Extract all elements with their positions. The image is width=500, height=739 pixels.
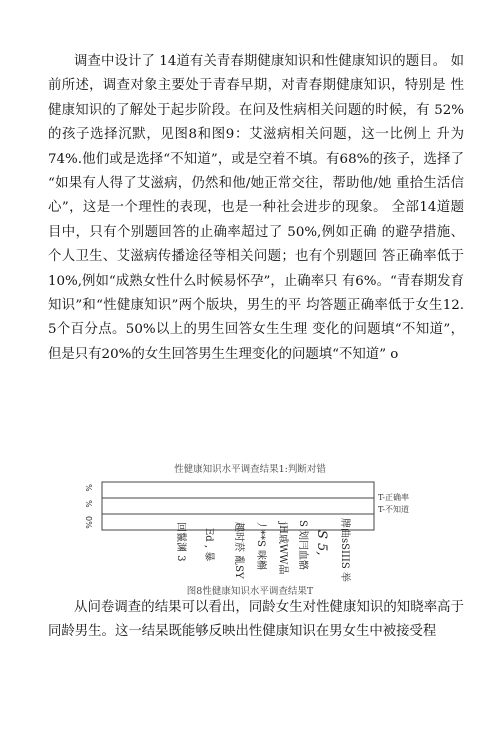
y-tick-label: % [84,500,93,508]
x-category-label: Ed , 暴 [203,528,214,562]
x-category-label: 回鬣渊 3 [175,522,186,562]
body-paragraph-1: 调查中设计了 14道有关青春期健康知识和性健康知识的题目。 如前所述，调查对象主要处于青春早期，对青春期健康知识，特别是 性健康知识的了解处于起步阶段。在问及性病相关问题的时候，有 52%的孩子选择沉默，见图8和图9：艾滋病相关问题，这一比例上 升为74%.他们或是选择“不知道”，或是空着不填。有68%的孩子，选择了 “如果有人得了艾滋病，仍然和他/她正常交往，帮助他/她 重拾生活信心”，这是一个理性的表现，也是一种社会进步的现象。 全部14道题目中，只有个别题回答的止确率超过了 50%,例如正确 的避孕措施、个人卫生、艾滋病传播途径等相关问题；也有个别题回 答正确率低于10%,例如“成熟女性什么时候易怀孕”，止确率只 有6%。“青春期发育知识”和“性健康知识”两个版块，男生的平 均答题正确率低于女生12. 5个百分点。50%以上的男生回答女生生理 变化的问题填“不知道”，但是只有20%的女生回答男生生理变化的问题填“不知道” o [48,54,464,362]
y-tick-label: 0% [84,516,93,529]
chart-title: 性健康知识水平调查结果1:判断对错 [174,464,326,475]
x-category-label: jH戚WW晶 [277,522,288,575]
legend-item-correct: T-正确率 [378,493,410,502]
chart-figure [60,480,460,584]
x-category-label: 牌曲sSIIIS 举 [339,518,350,582]
x-category-label: 趣时菸 亂SY [233,522,244,579]
x-category-label: S 5, [314,530,329,556]
x-category-label: S 划冃血骼 [297,520,308,571]
figure-caption: 图8性健康知识水平调查结果T [186,586,314,597]
y-tick-label: % [84,484,93,492]
x-category-label: 丿**S 咪槲 [255,520,266,571]
legend-item-unknown: T-不知道 [378,505,410,514]
body-paragraph-2: 从问卷调查的结果可以看出，同龄女生对性健康知识的知晓率高于同龄男生。这一结杲既能够反映出性健康知识在男女生中被接受程 [48,600,464,640]
